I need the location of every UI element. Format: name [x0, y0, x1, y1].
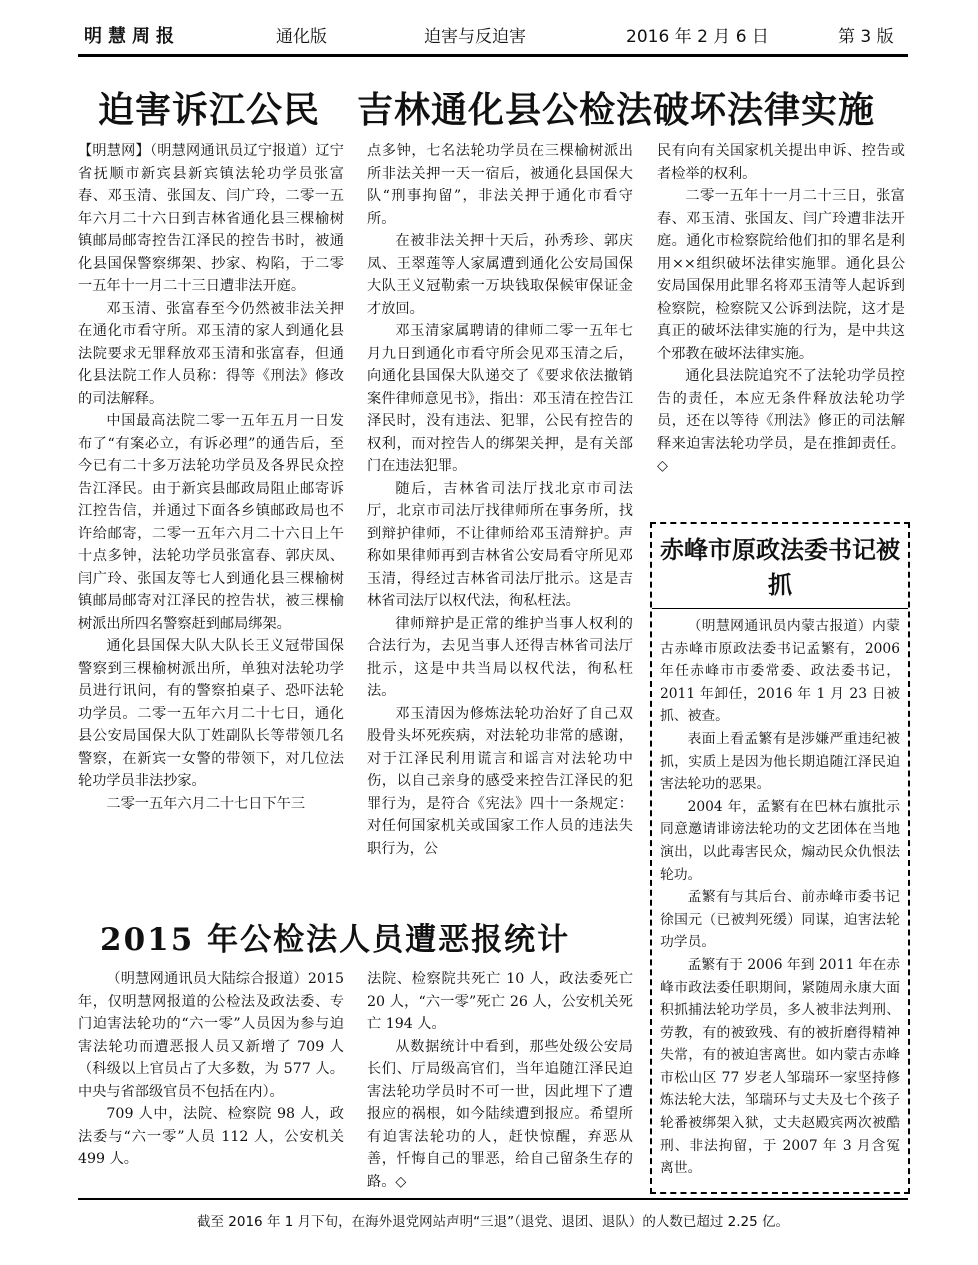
article-title: 迫害诉江公民 吉林通化县公检法破坏法律实施: [98, 89, 876, 131]
article-column-3: [657, 140, 905, 478]
page-footer: [78, 1198, 908, 1230]
article-paragraph: 中国最高法院二零一五年五月一日发布了“有案必立，有诉必理”的通告后，至今已有二十多万法轮功学员及各界民众控告江泽民。由于新宾县邮政局阻止邮寄诉江控告信，并通过下面各乡镇邮政局也不许给邮寄，二零一五年六月二十六日上午十点多钟，法轮功学员张富春、郭庆凤、闫广玲、张国友等七人到通化县三棵榆树镇邮局邮寄对江泽民的控告状，被三棵榆树派出所四名警察赶到邮局绑架。: [78, 413, 344, 632]
sidebar-paragraph: 表面上看孟繁有是涉嫌严重违纪被抓，实质上是因为他长期追随江泽民迫害法轮功的恶果。: [660, 730, 900, 793]
issue-date: 2016 年 2 月 6 日: [626, 27, 769, 47]
article-paragraph: 在被非法关押十天后，孙秀珍、郭庆凤、王翠莲等人家属遭到通化公安局国保大队王义冠勒索一万块钱取保候审保证金才放回。: [367, 233, 633, 317]
sidebar-box: [650, 522, 910, 1194]
sidebar-paragraph: 孟繁有与其后台、前赤峰市委书记徐国元（已被判死缓）同谋，迫害法轮功学员。: [660, 889, 900, 951]
article-column-1: [78, 968, 344, 1171]
sidebar-paragraph: 孟繁有于 2006 年到 2011 年在赤峰市政法委任职期间，紧随周永康大面积抓捕法轮功学员，多人被非法判刑、劳教，有的被致残、有的被折磨得精神失常，有的被迫害离世。如内蒙古赤峰市松山区 77 岁老人邹瑞环一家坚持修炼法轮大法，邹瑞环与丈夫及七个孩子轮番被绑架入狱，丈夫赵殿宾两次被酷刑、非法拘留，于 2007 年 3 月含冤离世。: [660, 956, 900, 1177]
article-paragraph: 【明慧网】（明慧网通讯员辽宁报道）辽宁省抚顺市新宾县新宾镇法轮功学员张富春、邓玉清、张国友、闫广玲，二零一五年六月二十六日到吉林省通化县三棵榆树镇邮局邮寄控告江泽民的控告书时，被通化县国保警察绑架、抄家、构陷，于二零一五年十一月二十三日遭非法开庭。: [78, 143, 344, 294]
article-paragraph: 民有向有关国家机关提出申诉、控告或者检举的权利。: [657, 143, 905, 182]
article-paragraph: 通化县国保大队大队长王义冠带国保警察到三棵榆树派出所，单独对法轮功学员进行讯问，有的警察拍桌子、恐吓法轮功学员。二零一五年六月二十七日，通化县公安局国保大队丁姓副队长等带领几名警察，在新宾一女警的带领下，对几位法轮功学员非法抄家。: [78, 638, 344, 789]
page-header: [78, 14, 908, 57]
masthead: 明慧周报: [84, 26, 180, 47]
article-paragraph: 709 人中，法院、检察院 98 人，政法委与“六一零”人员 112 人，公安机关 499 人。: [78, 1106, 344, 1167]
article-paragraph: 律师辩护是正常的维护当事人权利的合法行为，去见当事人还得吉林省司法厅批示，这是中共当局以权代法，徇私枉法。: [367, 615, 633, 699]
article-paragraph: 邓玉清因为修炼法轮功治好了自己双股骨头坏死疾病，对法轮功非常的感谢，对于江泽民利用谎言和谣言对法轮功中伤，以自己亲身的感受来控告江泽民的犯罪行为，是符合《宪法》四十一条规定：对任何国家机关或国家工作人员的违法失职行为，公: [367, 705, 633, 857]
article-paragraph: 从数据统计中看到，那些处级公安局长们、厅局级高官们，当年追随江泽民迫害法轮功学员时不可一世，因此埋下了遭报应的祸根，如今陆续遭到报应。希望所有迫害法轮功的人，赶快惊醒，弃恶从善，忏悔自己的罪恶，给自己留条生存的路。◇: [367, 1038, 633, 1190]
sidebar-paragraph: （明慧网通讯员内蒙古报道）内蒙古赤峰市原政法委书记孟繁有，2006 年任赤峰市市委常委、政法委书记，2011 年卸任，2016 年 1 月 23 日被抓、被查。: [660, 618, 900, 725]
edition-label: 通化版: [276, 27, 327, 47]
article-paragraph: 随后，吉林省司法厅找北京市司法厅，北京市司法厅找律师所在事务所，找到辩护律师，不让律师给邓玉清辩护。声称如果律师再到吉林省公安局看守所见邓玉清，得经过吉林省司法厅批示。这是吉林省司法厅以权代法，徇私枉法。: [367, 480, 633, 609]
article-paragraph: 二零一五年十一月二十三日，张富春、邓玉清、张国友、闫广玲遭非法开庭。通化市检察院给他们扣的罪名是利用××组织破坏法律实施罪。通化县公安局国保用此罪名将邓玉清等人起诉到检察院，检察院又公诉到法院，这才是真正的破坏法律实施的行为，是中共这个邪教在破坏法律实施。: [657, 188, 905, 362]
page-number: 第 3 版: [838, 27, 894, 47]
footer-note: 截至 2016 年 1 月下旬，在海外退党网站声明“三退”（退党、退团、退队）的人数已超过 2.25 亿。: [197, 1214, 789, 1230]
sidebar-body: [652, 609, 908, 1180]
article-column-2: [367, 968, 633, 1193]
article-paragraph: 二零一五年六月二十七日下午三: [106, 795, 306, 812]
article-paragraph: 法院、检察院共死亡 10 人，政法委死亡 20 人，“六一零”死亡 26 人，公安机关死亡 194 人。: [367, 971, 633, 1032]
section-label: 迫害与反迫害: [424, 27, 526, 47]
article-paragraph: 通化县法院追究不了法轮功学员控告的责任，本应无条件释放法轮功学员，还在以等待《刑法》修正的司法解释来迫害法轮功学员，是在推卸责任。◇: [657, 368, 905, 474]
article-paragraph: 邓玉清、张富春至今仍然被非法关押在通化市看守所。邓玉清的家人到通化县法院要求无罪释放邓玉清和张富春，但通化县法院工作人员称：得等《刑法》修改的司法解释。: [78, 300, 344, 407]
article-paragraph: 点多钟，七名法轮功学员在三棵榆树派出所非法关押一天一宿后，被通化县国保大队“刑事拘留”，非法关押于通化市看守所。: [367, 143, 633, 227]
sidebar-title: 赤峰市原政法委书记被抓: [652, 524, 908, 609]
article-column-2: [367, 140, 633, 860]
sidebar-paragraph: 2004 年，孟繁有在巴林右旗批示同意邀请诽谤法轮功的文艺团体在当地演出，以此毒害民众，煽动民众仇恨法轮功。: [660, 798, 900, 883]
article-title: 2015 年公检法人员遭恶报统计: [100, 922, 571, 958]
article-column-1: [78, 140, 344, 815]
article-paragraph: （明慧网通讯员大陆综合报道）2015 年，仅明慧网报道的公检法及政法委、专门迫害法轮功的“六一零”人员因为参与迫害法轮功而遭恶报人员又新增了 709 人（科级以上官员占了大多数，为 577 人。中央与省部级官员不包括在内）。: [78, 971, 344, 1100]
article-paragraph: 邓玉清家属聘请的律师二零一五年七月九日到通化市看守所会见邓玉清之后，向通化县国保大队递交了《要求依法撤销案件律师意见书》，指出：邓玉清在控告江泽民时，没有违法、犯罪，公民有控告的权利，而对控告人的绑架关押，是有关部门在违法犯罪。: [367, 323, 633, 474]
